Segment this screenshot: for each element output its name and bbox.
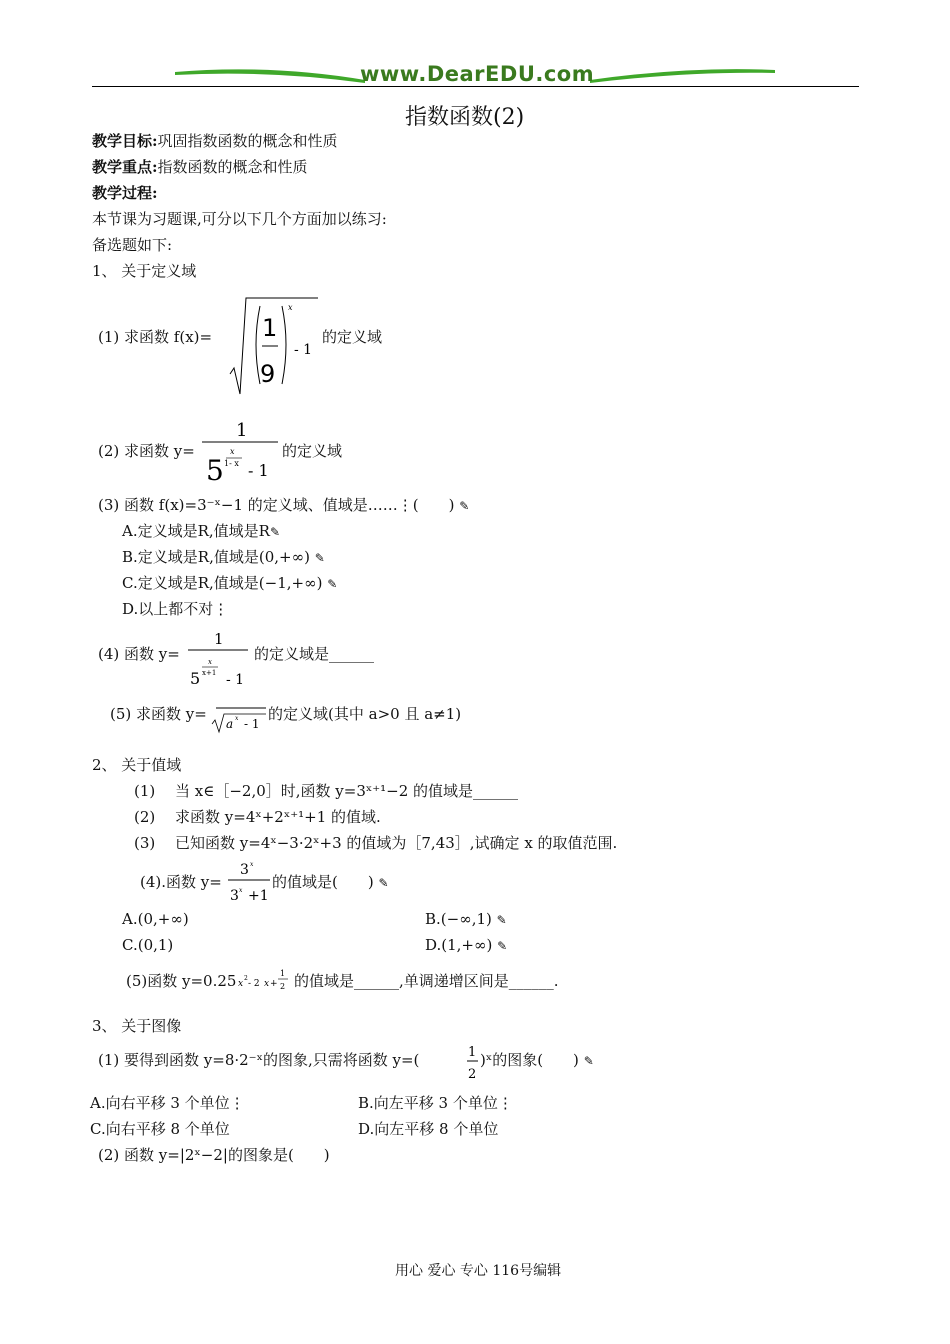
s2-q4-option-b (425, 910, 507, 928)
s1-q1-suffix: 的定义域 (322, 328, 383, 346)
s2-q4-option-a: A.(0,+∞) (122, 910, 189, 928)
s3-q1-suffix-text: )ˣ的图象( ) (480, 1051, 579, 1069)
intro-line-2: 备选题如下: (92, 236, 173, 254)
s1-q4-suffix: 的定义域是______ (254, 645, 375, 663)
svg-text:x+1: x+1 (202, 669, 217, 677)
s1-q4-prefix: (4) 函数 y= (98, 645, 180, 663)
edit-mark-icon: ✎ (269, 525, 281, 539)
svg-text:3: 3 (240, 862, 249, 878)
svg-text:- 2: - 2 (248, 979, 260, 989)
section-3-heading: 3、 关于图像 (92, 1017, 182, 1035)
svg-text:1: 1 (280, 969, 286, 978)
focus-text: 指数函数的概念和性质 (157, 158, 308, 176)
edit-mark-icon: ✎ (497, 939, 508, 953)
svg-text:- 1: - 1 (294, 342, 313, 358)
svg-text:x: x (264, 979, 270, 989)
s1-q3-c-text: C.定义域是R,值域是(−1,+∞) (122, 574, 323, 592)
svg-text:5: 5 (206, 454, 224, 486)
intro-line-1: 本节课为习题课,可分以下几个方面加以练习: (92, 210, 387, 228)
s3-q2: (2) 函数 y=|2ˣ−2|的图象是( ) (98, 1146, 330, 1164)
edit-mark-icon: ✎ (459, 499, 470, 513)
s1-q3-text: (3) 函数 f(x)=3⁻ˣ−1 的定义域、值域是……⋮( ) (98, 496, 455, 514)
svg-text:- 1: - 1 (226, 672, 245, 688)
s1-q3-option-b (122, 546, 325, 567)
s3-q1-option-d: D.向左平移 8 个单位 (358, 1120, 499, 1138)
s2-q1: (1) 当 x∈［−2,0］时,函数 y=3ˣ⁺¹−2 的值域是______ (134, 782, 519, 800)
s3-q1-option-b: B.向左平移 3 个单位⋮ (358, 1094, 513, 1112)
svg-text:5: 5 (190, 669, 201, 688)
page-footer: 用心 爱心 专心 116号编辑 (395, 1263, 562, 1279)
s1-q3 (98, 494, 469, 515)
s1-q3-b-text: B.定义域是R,值域是(0,+∞) (122, 548, 310, 566)
s1-q3-option-c (122, 572, 337, 593)
s2-q4-formula (226, 856, 272, 906)
s3-q1-option-c: C.向右平移 8 个单位 (90, 1120, 230, 1138)
edit-mark-icon: ✎ (327, 577, 338, 591)
svg-text:x: x (238, 979, 244, 989)
section-2-heading: 2、 关于值域 (92, 756, 182, 774)
s2-q4-b-text: B.(−∞,1) (425, 910, 492, 928)
svg-text:a: a (226, 717, 234, 731)
s1-q1-prefix: (1) 求函数 f(x)= (98, 328, 213, 346)
edit-mark-icon: ✎ (378, 876, 389, 890)
process-label: 教学过程: (92, 184, 158, 202)
s2-q5-exponent (236, 964, 294, 998)
svg-text:x: x (235, 715, 239, 722)
focus-label: 教学重点: (92, 158, 158, 176)
s2-q4-d-text: D.(1,+∞) (425, 936, 493, 954)
s2-q4-option-d (425, 936, 507, 954)
edit-mark-icon: ✎ (583, 1054, 594, 1068)
svg-text:9: 9 (260, 360, 276, 388)
header-rule (92, 86, 859, 87)
s2-q4-option-c: C.(0,1) (122, 936, 174, 954)
goal-text: 巩固指数函数的概念和性质 (157, 132, 338, 150)
svg-text:2: 2 (244, 975, 248, 982)
s1-q3-a-text: A.定义域是R,值域是R (122, 522, 270, 540)
svg-text:1: 1 (468, 1045, 477, 1060)
s1-q5-prefix: (5) 求函数 y= (110, 705, 207, 723)
svg-text:- 1: - 1 (248, 461, 269, 480)
svg-text:x: x (208, 658, 212, 666)
svg-text:+1: +1 (248, 888, 269, 904)
s2-q4-suffix-text: 的值域是( ) (272, 873, 374, 891)
s2-q4-suffix (272, 871, 389, 892)
s1-q3-option-d: D.以上都不对⋮ (122, 600, 229, 618)
s3-q1-fraction (466, 1040, 480, 1082)
s1-q5-formula (210, 694, 270, 734)
s1-q4-formula (186, 626, 252, 692)
objective-line (92, 130, 338, 151)
svg-text:2: 2 (280, 982, 286, 991)
goal-label: 教学目标: (92, 132, 158, 150)
s2-q3: (3) 已知函数 y=4ˣ−3·2ˣ+3 的值域为［7,43］,试确定 x 的取值范围. (134, 834, 618, 852)
logo-text: www.DearEDU.com (360, 62, 595, 86)
svg-text:1: 1 (262, 314, 278, 342)
s2-q5-prefix: (5)函数 y=0.25 (126, 972, 237, 990)
section-1-heading: 1、 关于定义域 (92, 262, 197, 280)
edit-mark-icon: ✎ (496, 913, 507, 927)
svg-text:1: 1 (236, 420, 248, 441)
page-title: 指数函数(2) (405, 105, 525, 130)
svg-text:x: x (239, 887, 243, 894)
svg-text:1: 1 (214, 630, 224, 648)
s3-q1-suffix (480, 1049, 594, 1070)
svg-text:x: x (250, 861, 254, 868)
svg-text:2: 2 (468, 1067, 477, 1082)
s2-q4-prefix: (4).函数 y= (140, 873, 222, 891)
svg-text:1- x: 1- x (224, 459, 239, 468)
s1-q3-option-a (122, 520, 280, 541)
svg-text:x: x (230, 447, 235, 456)
svg-text:+: + (270, 979, 278, 989)
svg-text:3: 3 (230, 888, 239, 904)
s3-q1-prefix: (1) 要得到函数 y=8·2⁻ˣ的图象,只需将函数 y=( (98, 1051, 420, 1069)
s1-q5-suffix: 的定义域(其中 a>0 且 a≠1) (268, 705, 462, 723)
focus-line (92, 156, 308, 177)
edit-mark-icon: ✎ (314, 551, 325, 565)
s1-q1-formula (226, 294, 322, 398)
svg-text:x: x (288, 303, 293, 312)
s2-q2: (2) 求函数 y=4ˣ+2ˣ⁺¹+1 的值域. (134, 808, 381, 826)
s1-q2-suffix: 的定义域 (282, 442, 343, 460)
s3-q1-option-a: A.向右平移 3 个单位⋮ (90, 1094, 245, 1112)
svg-text:- 1: - 1 (244, 717, 260, 731)
s1-q2-prefix: (2) 求函数 y= (98, 442, 195, 460)
s2-q5-suffix: 的值域是______,单调递增区间是______. (294, 972, 559, 990)
s1-q2-formula (200, 414, 284, 486)
